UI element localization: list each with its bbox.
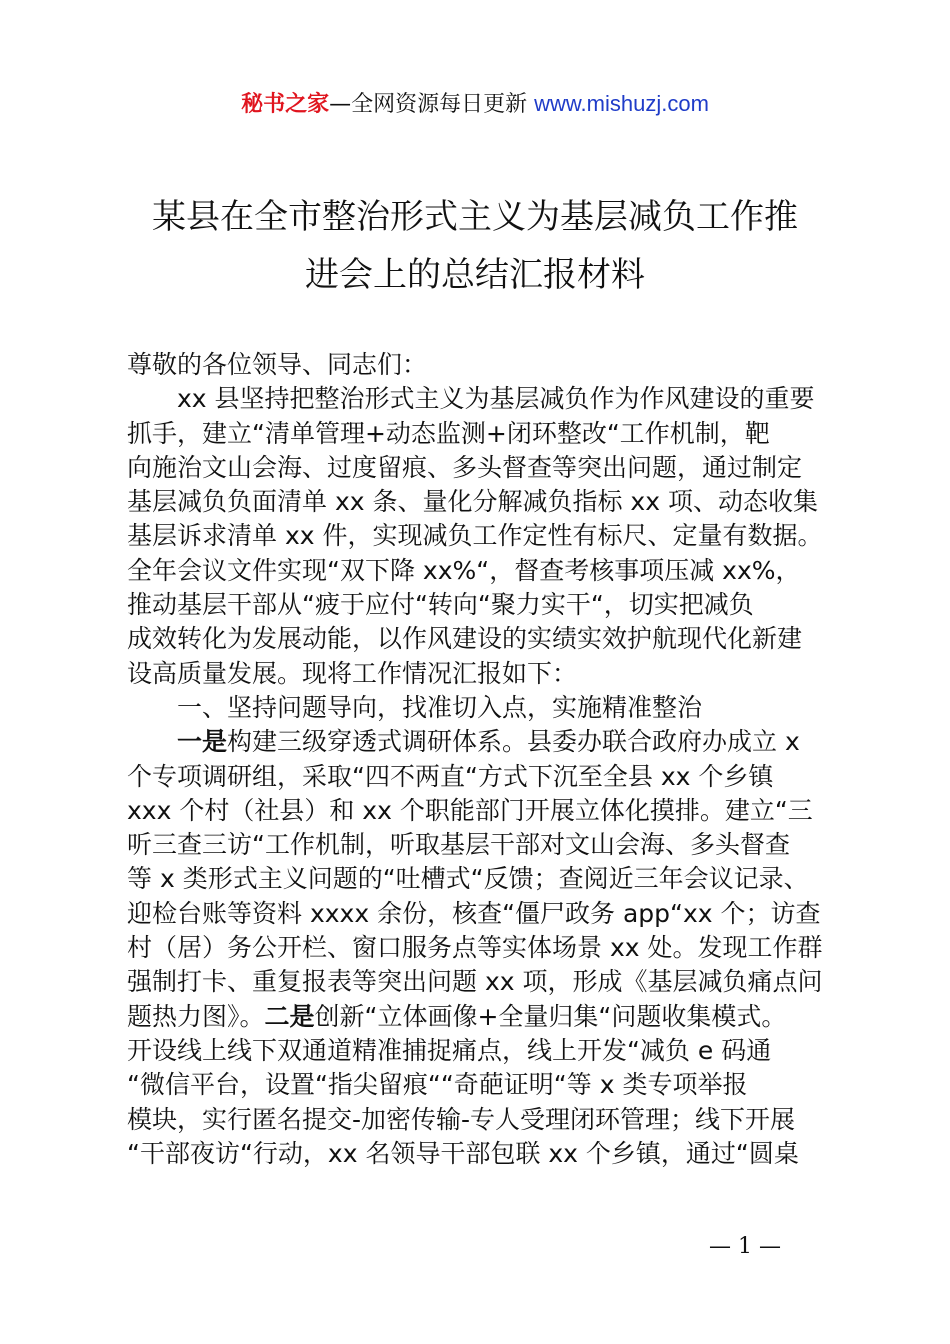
paragraph-line: 基层诉求清单 xx 件，实现减负工作定性有标尺、定量有数据。 <box>127 521 823 551</box>
paragraph-line: “干部夜访“行动，xx 名领导干部包联 xx 个乡镇，通过“圆桌 <box>127 1138 799 1168</box>
paragraph-line: 成效转化为发展动能，以作风建设的实绩实效护航现代化新建 <box>127 624 803 654</box>
page-number: — 1 — <box>709 1234 781 1259</box>
lead-marker: 一是 <box>177 727 228 757</box>
paragraph-line: 模块，实行匿名提交-加密传输-专人受理闭环管理；线下开展 <box>127 1104 796 1134</box>
site-header <box>0 88 950 121</box>
line-text: 题热力图》。 <box>127 1001 265 1031</box>
paragraph-line: 基层减负负面清单 xx 条、量化分解减负指标 xx 项、动态收集 <box>127 487 818 517</box>
paragraph-line: xxx 个村（社县）和 xx 个职能部门开展立体化摸排。建立“三 <box>127 795 813 825</box>
salutation: 尊敬的各位领导、同志们： <box>127 350 428 379</box>
site-url-link[interactable]: www.mishuzj.com <box>534 91 709 116</box>
paragraph-line: 全年会议文件实现“双下降 xx%“，督查考核事项压减 xx%， <box>127 555 801 585</box>
paragraph-line: 抓手，建立“清单管理+动态监测+闭环整改“工作机制，靶 <box>127 418 770 448</box>
site-tagline: —全网资源每日更新 <box>329 92 535 117</box>
document-body <box>127 348 839 1171</box>
paragraph-line: 迎检台账等资料 xxxx 余份，核查“僵尸政务 app“xx 个；访查 <box>127 898 821 928</box>
paragraph-line: 向施治文山会海、过度留痕、多头督查等突出问题，通过制定 <box>127 452 803 482</box>
paragraph-line: xx 县坚持把整治形式主义为基层减负作为作风建设的重要 <box>177 384 815 414</box>
line-text: 创新“立体画像+全量归集“问题收集模式。 <box>314 1001 787 1031</box>
site-name: 秘书之家 <box>241 92 330 117</box>
paragraph-line: 等 x 类形式主义问题的“吐槽式“反馈；查阅近三年会议记录、 <box>127 864 809 894</box>
section-heading: 一、坚持问题导向，找准切入点，实施精准整治 <box>177 692 703 722</box>
line-text: 构建三级穿透式调研体系。县委办联合政府办成立 x <box>227 727 800 757</box>
paragraph-line <box>127 725 839 759</box>
paragraph-line: 听三查三访“工作机制，听取基层干部对文山会海、多头督查 <box>127 830 790 860</box>
lead-marker: 二是 <box>264 1001 315 1031</box>
title-line-1: 某县在全市整治形式主义为基层减负工作推 <box>152 197 798 237</box>
paragraph-line: “微信平台，设置“指尖留痕““奇葩证明“等 x 类专项举报 <box>127 1070 748 1100</box>
title-line-2: 进会上的总结汇报材料 <box>305 255 645 295</box>
paragraph-line: 个专项调研组，采取“四不两直“方式下沉至全县 xx 个乡镇 <box>127 761 774 791</box>
paragraph-line: 设高质量发展。现将工作情况汇报如下： <box>127 658 578 688</box>
paragraph-line: 强制打卡、重复报表等突出问题 xx 项，形成《基层减负痛点问 <box>127 967 823 997</box>
paragraph-line: 推动基层干部从“疲于应付“转向“聚力实干“，切实把减负 <box>127 590 754 620</box>
paragraph-line: 村（居）务公开栏、窗口服务点等实体场景 xx 处。发现工作群 <box>127 933 823 963</box>
paragraph-line <box>127 1000 839 1034</box>
document-title <box>100 188 850 304</box>
paragraph-line: 开设线上线下双通道精准捕捉痛点，线上开发“减负 e 码通 <box>127 1035 772 1065</box>
